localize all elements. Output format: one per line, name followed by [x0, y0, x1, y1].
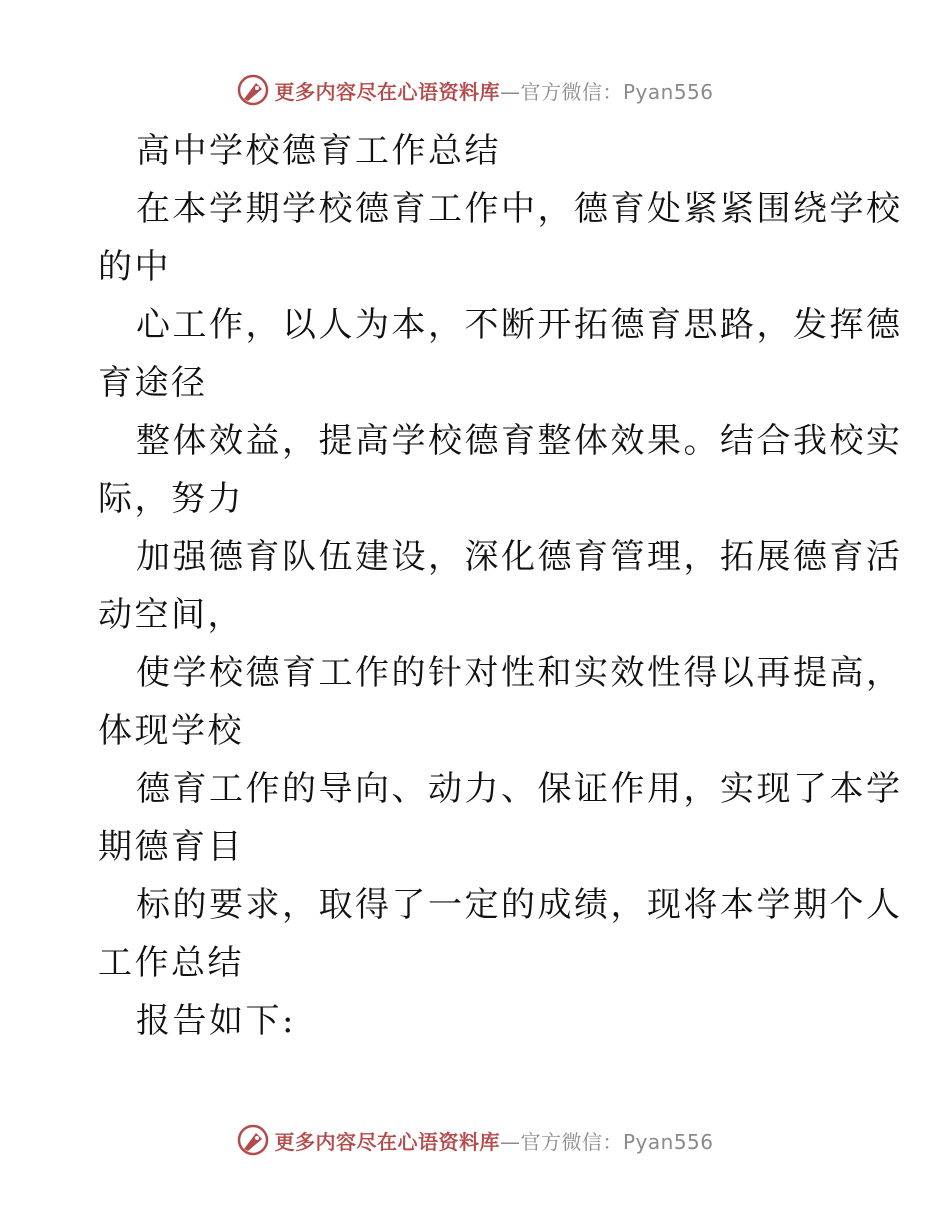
paragraph-line: 加强德育队伍建设，深化德育管理，拓展德育活 [136, 537, 903, 577]
paragraph-line: 德育工作的导向、动力、保证作用，实现了本学 [136, 769, 903, 809]
paragraph-line: 动空间， [98, 595, 244, 635]
paragraph-line: 在本学期学校德育工作中，德育处紧紧围绕学校 [136, 189, 903, 229]
paragraph-line: 的中 [98, 247, 171, 287]
paragraph-line: 期德育目 [98, 827, 244, 867]
pen-nib-logo-icon [236, 73, 270, 107]
banner-text: 更多内容尽在心语资料库—官方微信：Pyan556 [274, 79, 714, 104]
paragraph-line: 使学校德育工作的针对性和实效性得以再提高， [136, 653, 903, 693]
footer-banner [0, 1120, 950, 1160]
paragraph-line: 育途径 [98, 363, 208, 403]
paragraph-line: 际，努力 [98, 479, 244, 519]
paragraph-line: 体现学校 [98, 711, 244, 751]
banner-text: 更多内容尽在心语资料库—官方微信：Pyan556 [274, 1129, 714, 1154]
paragraph-line: 报告如下: [136, 1001, 296, 1041]
paragraph-line: 整体效益，提高学校德育整体效果。结合我校实 [136, 421, 903, 461]
paragraph-line: 心工作，以人为本，不断开拓德育思路，发挥德 [136, 305, 903, 345]
paragraph-line: 工作总结 [98, 943, 244, 983]
paragraph-line: 标的要求，取得了一定的成绩，现将本学期个人 [136, 885, 903, 925]
document-title: 高中学校德育工作总结 [136, 131, 501, 171]
document-body [98, 122, 903, 1050]
pen-nib-logo-icon [236, 1123, 270, 1157]
header-banner [0, 70, 950, 110]
